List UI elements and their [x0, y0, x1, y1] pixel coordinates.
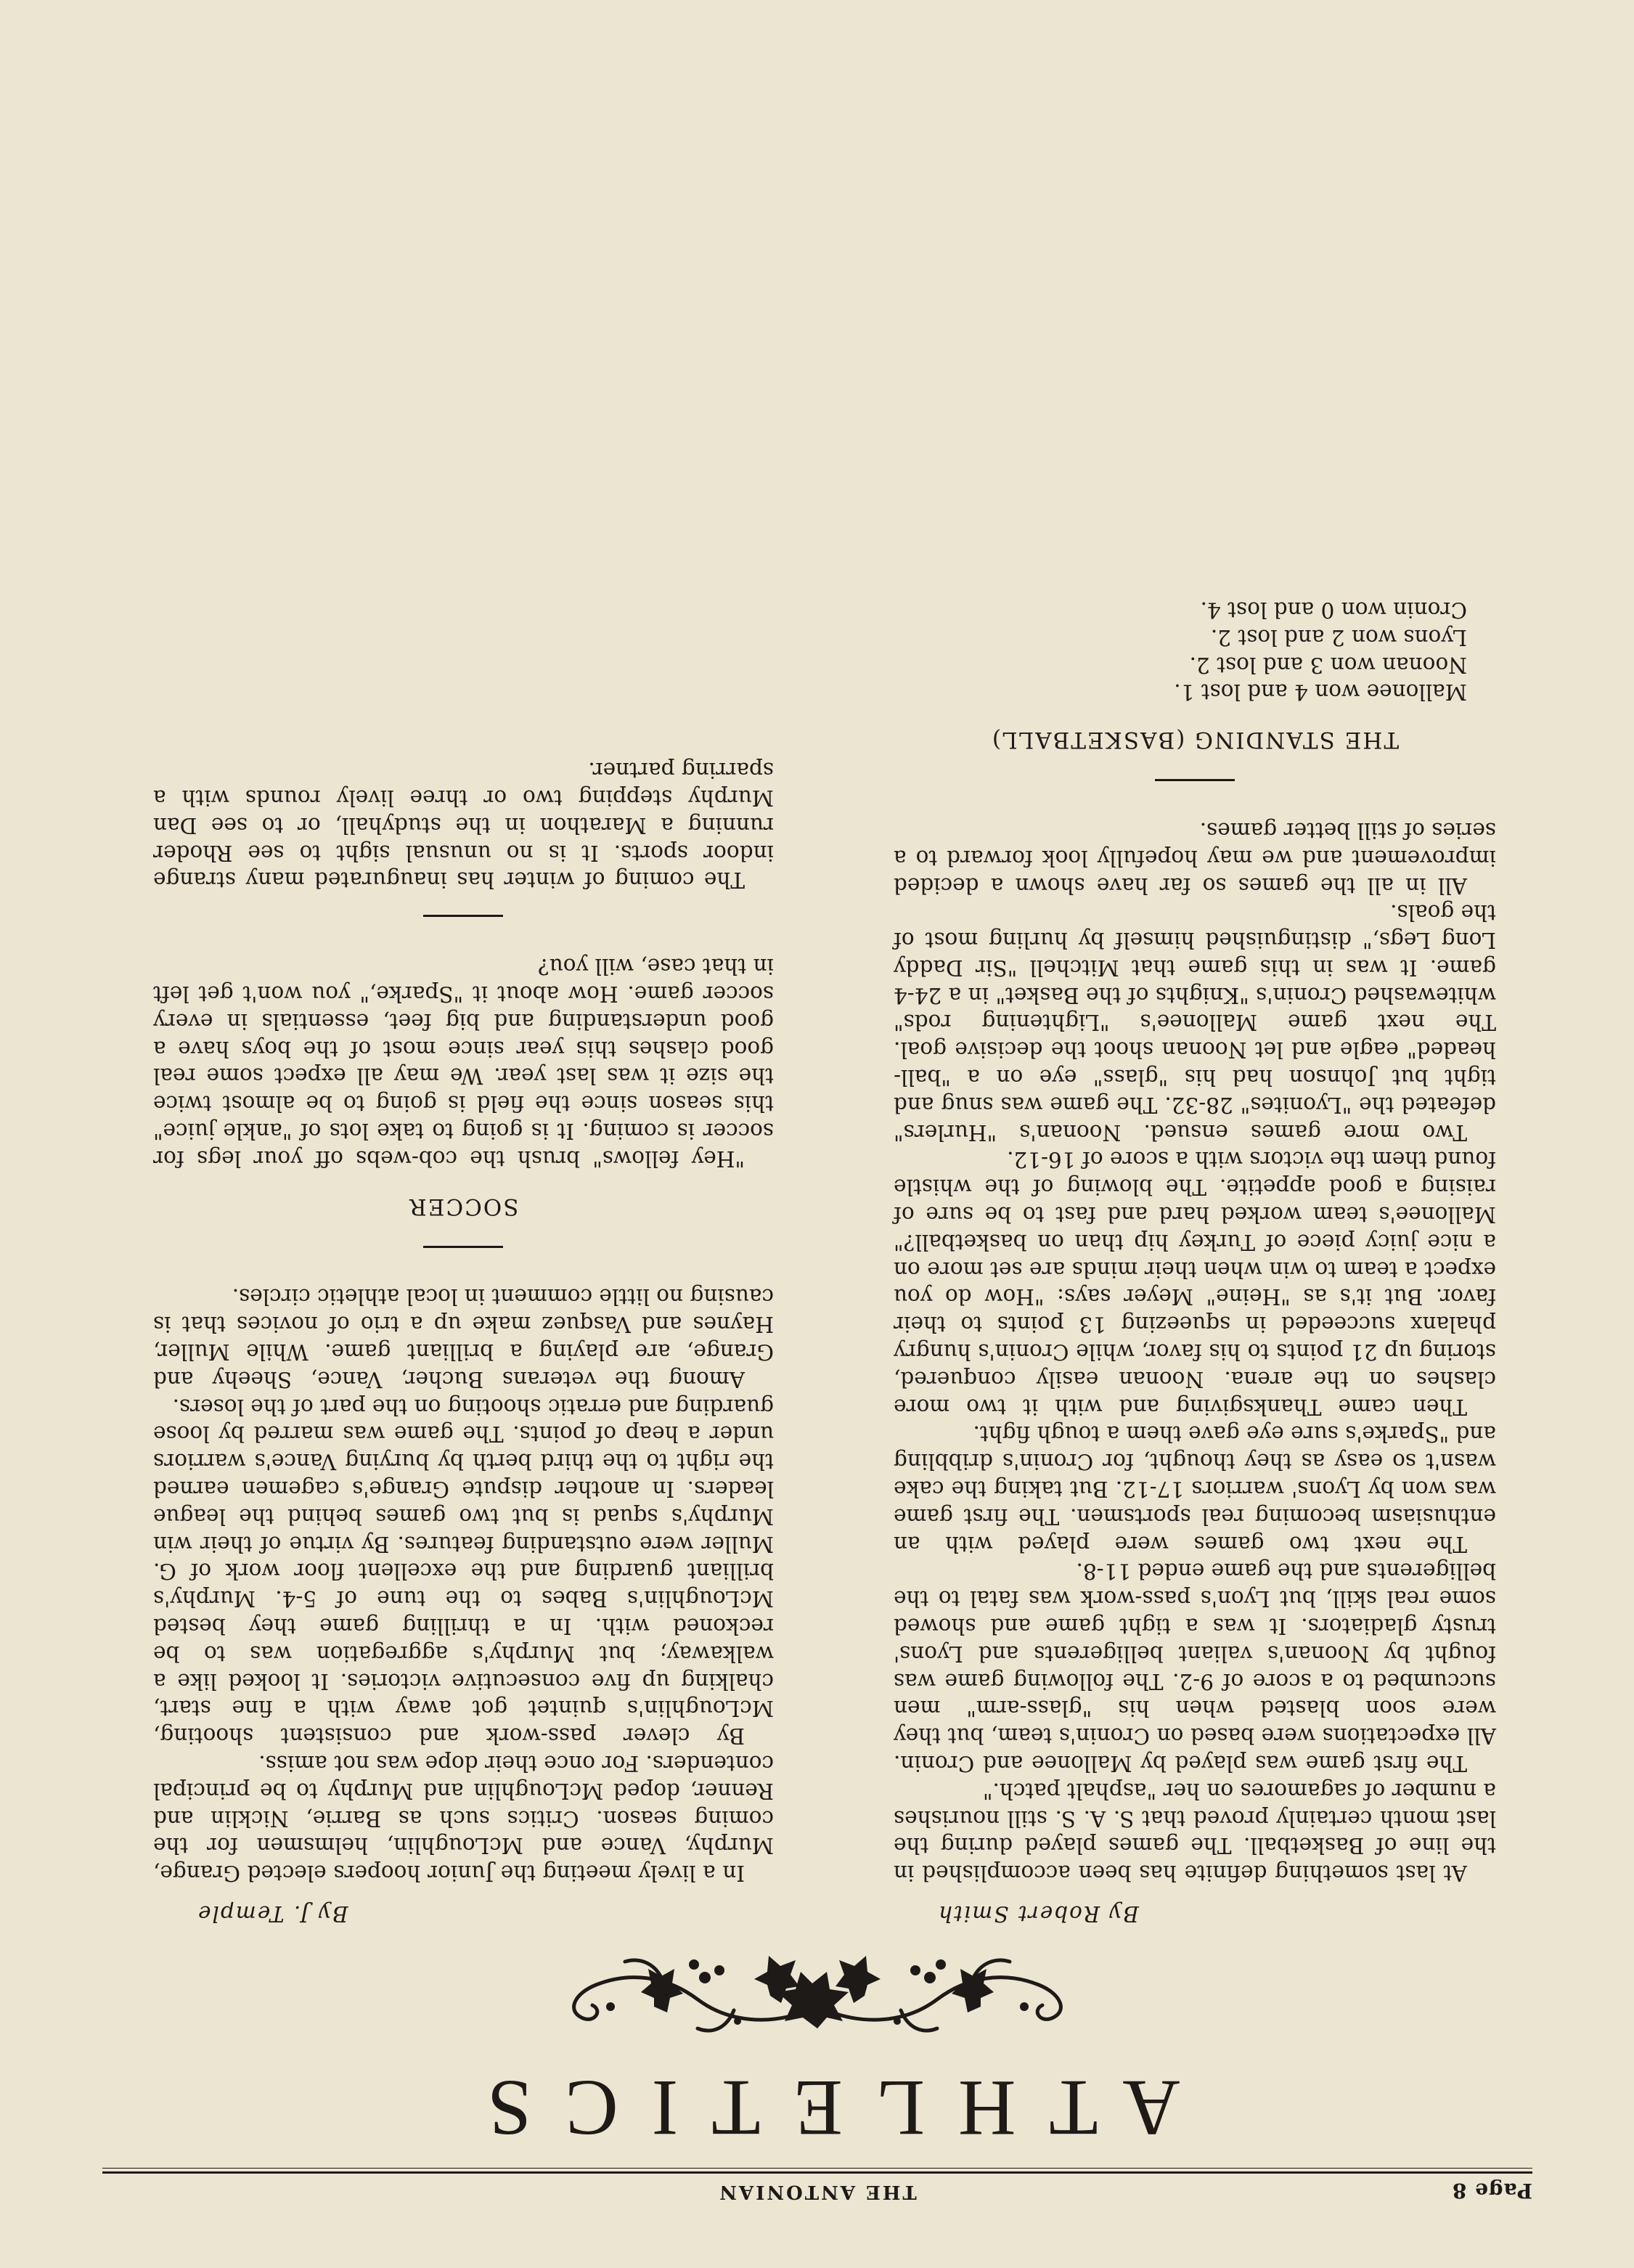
soccer-heading: SOCCER: [408, 1193, 519, 1220]
article-paragraph: The next two games were played with an enthusiasm becoming real sportsmen. The first game was won by Lyons' warriors 17-12. But taking the cake wasn't so easy as they thought, for Cronin's dribbling and "Sparke's sure eye gave them a tough fight.: [894, 1421, 1496, 1557]
standing-row: Noonan won 3 and lost 2.: [1189, 652, 1467, 677]
article-paragraph: Then came Thanksgiving and with it two more clashes on the arena. Noonan easily conquered, storing up 21 points to his favor, while Cronin's hungry phalanx succeeded in squeezing 13 points to their favor. But it's as "Heine" Meyer says: "How do you expect a team to win when their minds are set more on a nice juicy piece of Turkey hip than on basketball?" Mallonee's team worked hard and fast to be sure of raising a good appetite. The blowing of the whistle found them the victors with a score of 16-12.: [894, 1147, 1496, 1419]
standing-row: Cronin won 0 and lost 4.: [1200, 597, 1467, 622]
basketball-column: [894, 595, 1496, 1927]
article-paragraph: "Hey fellows" brush the cob-webs off your legs for soccer is coming. It is going to take lots of "ankle juice" this season since the field is going to be almost twice the size it was last year. We may all expect some real good clashes this year since most of the boys have a good understanding and big feet, essentials in every soccer game. How about it "Sparke," you won't get left in that case, will you?: [153, 954, 774, 1171]
section-divider: [1155, 779, 1235, 781]
standing-row: Lyons won 2 and lost 2.: [1210, 624, 1467, 650]
standing-list: [894, 595, 1496, 705]
header-rule-thin: [102, 2168, 1532, 2169]
article-paragraph: At last something definite has been accomplished in the line of Basketball. The games played during the last month certainly proved that S. A. S. still nourishes a number of sagamores on her "asphalt patch.": [894, 1778, 1496, 1886]
holly-branch-ornament-icon: [552, 1941, 1082, 2050]
section-divider: [424, 915, 504, 918]
standing-row: Mallonee won 4 and lost 1.: [1174, 680, 1467, 705]
publication-name: THE ANTONIAN: [717, 2181, 917, 2203]
article-paragraph: In a lively meeting the Junior hoopers elected Grange, Murphy, Vance and McLoughlin, helmsmen for the coming season. Critics such as Barrie, Nicklin and Renner, doped McLoughlin and Murphy to be principal contenders. For once their dope was not amiss.: [153, 1751, 774, 1886]
byline: By Robert Smith: [937, 1901, 1139, 1926]
header-rule: [102, 2171, 1532, 2174]
article-paragraph: The coming of winter has inaugurated many strange indoor sports. It is no unusual sight to see Rhoder running a Marathon in the studyhall, or to see Dan Murphy stepping two or three lively rounds with a sparring partner.: [153, 758, 774, 893]
article-paragraph: Two more games ensued. Noonan's "Hurlers" defeated the "Lyonites" 28-32. The game was snug and tight but Johnson had his "glass" eye on a "ball-headed" eagle and let Noonan shoot the decisive goal. The next game Mallonee's "Lightening rods" whitewashed Cronin's "Knights of the Basket" in a 24-4 game. It was in this game that Mitchell "Sir Daddy Long Legs," distinguished himself by hurling most of the goals.: [894, 900, 1496, 1145]
byline: By J. Temple: [197, 1901, 348, 1926]
article-paragraph: Among the veterans Bucher, Vance, Sheehy and Grange, are playing a brilliant game. While Muller, Haynes and Vasquez make up a trio of novices that is causing no little comment in local athletic circles.: [153, 1284, 774, 1392]
junior-basketball-column: [153, 756, 774, 1927]
section-divider: [424, 1246, 504, 1248]
page-number: Page 8: [1451, 2179, 1532, 2203]
section-title: ATHLETICS: [454, 2064, 1180, 2153]
standing-heading: THE STANDING (BASKETBALL): [990, 727, 1400, 754]
article-paragraph: All in all the games so far have shown a decided improvement and we may hopefully look forward to a series of still better games.: [894, 817, 1496, 898]
article-paragraph: The first game was played by Mallonee and Cronin. All expectations were based on Cronin's team, but they were soon blasted when his "glass-arm" men succumbed to a score of 9-2. The following game was fought by Noonan's valiant belligerents and Lyons' trusty gladiators. It was a tight game and showed some real skill, but Lyon's pass-work was fatal to the belligerents and the game ended 11-8.: [894, 1559, 1496, 1777]
article-paragraph: By clever pass-work and consistent shooting, McLoughlin's quintet got away with a fine start, chalking up five consecutive victories. It looked like a walkaway; but Murphy's aggregation was to be reckoned with. In a thrilling game they bested McLoughlin's Babes to the tune of 5-4. Murphy's brilliant guarding and the excellent floor work of G. Muller were outstanding features. By virtue of their win Murphy's squad is but two games behind the league leaders. In another dispute Grange's cagemen earned the right to the third berth by burying Vance's warriors under a heap of points. The game was marred by loose guarding and erratic shooting on the part of the losers.: [153, 1394, 774, 1749]
